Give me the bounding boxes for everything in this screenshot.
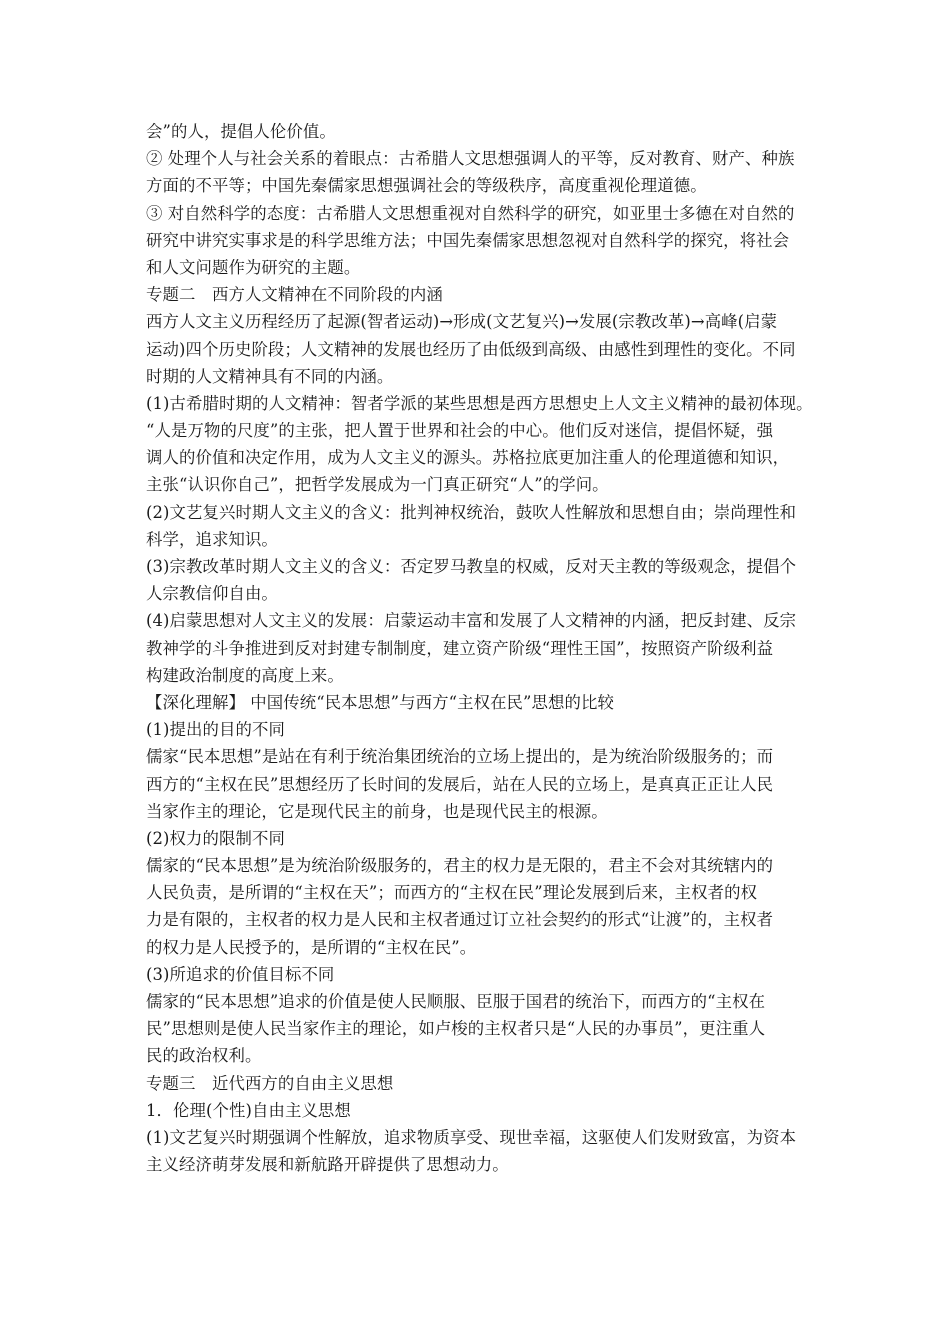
text-line: 儒家的“民本思想”追求的价值是使人民顺服、臣服于国君的统治下，而西方的“主权在 [146, 992, 766, 1011]
text-line: 主张“认识你自己”，把哲学发展成为一门真正研究“人”的学问。 [146, 475, 609, 495]
deepen-heading: 【深化理解】 中国传统“民本思想”与西方“主权在民”思想的比较 [146, 692, 614, 712]
text-line: 运动)四个历史阶段；人文精神的发展也经历了由低级到高级、由感性到理性的变化。不同 [146, 339, 796, 359]
text-line: 儒家“民本思想”是站在有利于统治集团统治的立场上提出的，是为统治阶级服务的；而 [146, 747, 774, 767]
text-line: 教神学的斗争推进到反对封建专制制度，建立资产阶级“理性王国”，按照资产阶级利益 [146, 638, 774, 658]
text-line: 民”思想则是使人民当家作主的理论，如卢梭的主权者只是“人民的办事员”，更注重人 [146, 1019, 766, 1039]
text-line: (3)所追求的价值目标不同 [146, 964, 335, 984]
text-line: 西方人文主义历程经历了起源(智者运动)→形成(文艺复兴)→发展(宗教改革)→高峰(启蒙 [146, 312, 778, 332]
text-line: 和人文问题作为研究的主题。 [146, 257, 361, 277]
text-line: 民的政治权利。 [146, 1046, 262, 1066]
text-line: 会”的人，提倡人伦价值。 [146, 122, 336, 141]
text-line: (2)文艺复兴时期人文主义的含义：批判神权统治，鼓吹人性解放和思想自由；崇尚理性和 [146, 502, 797, 522]
text-line: (3)宗教改革时期人文主义的含义：否定罗马教皇的权威，反对天主教的等级观念，提倡个 [146, 557, 797, 576]
text-line: (4)启蒙思想对人文主义的发展：启蒙运动丰富和发展了人文精神的内涵，把反封建、反宗 [146, 611, 797, 631]
text-line: 的权力是人民授予的，是所谓的“主权在民”。 [146, 937, 477, 957]
text-line: (1)古希腊时期的人文精神：智者学派的某些思想是西方思想史上人文主义精神的最初体现。 [146, 393, 813, 413]
text-line: (1)文艺复兴时期强调个性解放，追求物质享受、现世幸福，这驱使人们发财致富，为资本 [146, 1127, 797, 1147]
text-line: 方面的不平等；中国先秦儒家思想强调社会的等级秩序，高度重视伦理道德。 [146, 176, 707, 196]
text-line: 儒家的“民本思想”是为统治阶级服务的，君主的权力是无限的，君主不会对其统辖内的 [146, 856, 774, 876]
text-line: (1)提出的目的不同 [146, 720, 285, 740]
text-line: “人是万物的尺度”的主张，把人置于世界和社会的中心。他们反对迷信，提倡怀疑，强 [146, 421, 774, 441]
text-line: 人宗教信仰自由。 [146, 584, 278, 604]
text-line: 科学，追求知识。 [146, 529, 278, 549]
text-line: 力是有限的，主权者的权力是人民和主权者通过订立社会契约的形式“让渡”的，主权者 [146, 910, 774, 930]
text-line: 构建政治制度的高度上来。 [146, 665, 344, 685]
text-line: ③ 对自然科学的态度：古希腊人文思想重视对自然科学的研究，如亚里士多德在对自然的 [146, 203, 795, 223]
text-line: 西方的“主权在民”思想经历了长时间的发展后，站在人民的立场上，是真真正正让人民 [146, 774, 774, 794]
text-line: 时期的人文精神具有不同的内涵。 [146, 366, 394, 386]
text-line: 主义经济萌芽发展和新航路开辟提供了思想动力。 [146, 1155, 509, 1175]
text-line: (2)权力的限制不同 [146, 828, 285, 848]
text-line: 当家作主的理论，它是现代民主的前身，也是现代民主的根源。 [146, 801, 608, 821]
section-heading: 专题三 近代西方的自由主义思想 [146, 1073, 394, 1093]
text-line: 调人的价值和决定作用，成为人文主义的源头。苏格拉底更加注重人的伦理道德和知识， [146, 448, 790, 468]
section-heading: 专题二 西方人文精神在不同阶段的内涵 [146, 285, 443, 305]
text-line: 1．伦理(个性)自由主义思想 [146, 1100, 351, 1120]
text-line: ② 处理个人与社会关系的着眼点：古希腊人文思想强调人的平等，反对教育、财产、种族 [146, 149, 795, 169]
text-line: 研究中讲究实事求是的科学思维方法；中国先秦儒家思想忽视对自然科学的探究，将社会 [146, 230, 790, 250]
document-body [146, 118, 813, 1178]
text-line: 人民负责，是所谓的“主权在天”；而西方的“主权在民”理论发展到后来，主权者的权 [146, 883, 758, 903]
